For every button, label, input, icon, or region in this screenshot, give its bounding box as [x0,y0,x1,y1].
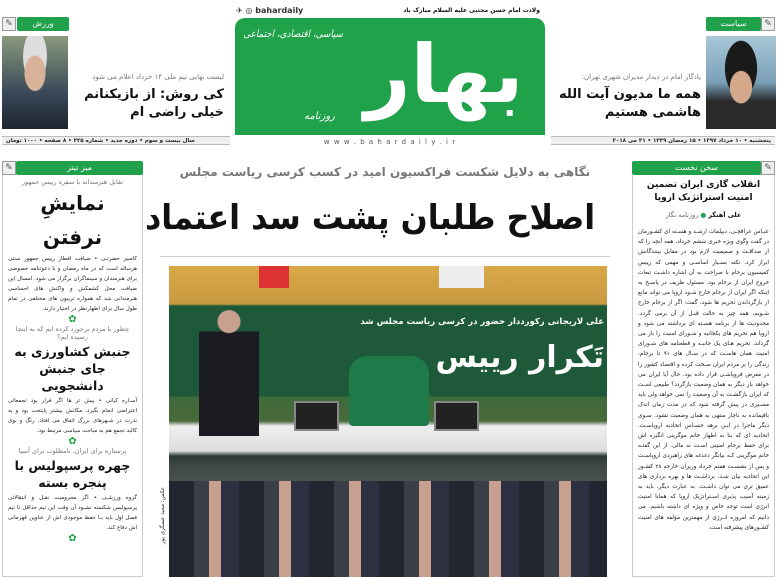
main-kicker: نگاهی به دلایل شکست فراکسیون امید در کسب کرسی ریاست مجلس [179,165,591,179]
logo: بهار [364,28,524,121]
date-bar: پنجشنبه • ۱۰ خرداد ۱۳۹۷ • ۱۵ رمضان ۱۴۳۹ • ۳۱ می ۲۰۱۸ [551,136,775,145]
story-kicker: تقابل هنرمندانه با سفره رییس جمهور [21,178,124,186]
standing-man [199,306,259,436]
story-kicker: چطور با مردم برخورد کرده ایم که به اینجا رسیده ایم؟ [15,325,130,341]
instagram-icon: ◎ [245,6,253,15]
story-headline[interactable]: چهره پرسپولیس با پنجره بسته [14,458,131,490]
story-body: آسـاره کیانی • پیش تر ها اگر قرار بود تجمعاتی اعتراضی انجام بگیرد، مکانش بیشتر پایتخت بود و به ندرت در شـهرهای بزرگ اتفاق می افتاد. رنگ و بوی کالبد تجمع هم به مباحث سیاسی مرتبط بود. [8,398,137,434]
right-column-tag: سخن نخست [632,161,761,175]
sport-kicker: لیست نهایی تیم ملی ۱۴ خرداد اعلام می شود [92,73,224,81]
right-column [632,175,775,577]
sport-headline: کی روش: از بازیکنانم خیلی راضی ام [84,87,224,120]
politics-photo [706,36,776,129]
story-headline[interactable]: نمایشِ نرفتن [40,191,105,249]
flag [439,266,484,288]
pen-icon: ✎ [761,17,775,31]
masthead-subtitle: سیاسی، اقتصادی، اجتماعی [243,29,343,40]
photo-kicker: علی لاریجانی رکورددار حضور در کرسی ریاست مجلس شد [360,317,604,327]
divider [160,256,610,257]
main-photo [169,266,607,577]
telegram-icon: ✈ [236,6,243,15]
author-line [638,211,769,219]
story-body: کامبیز حضرتـی • ضیافت افطار رییس جمهور سنتی هرساله است که در ماه رمضان و با دعوتنامه خصوصی برای هنرمندان و سینماگران برگزار می شود. امسال این ضیافت محل کشمکش و واکنش های احساسی هنرمندانی شد که همواره تریبون های مختلفی در تمام طول سال برای اظهارنظر در اختیار دارند. [8,256,137,312]
photo-headline[interactable]: تَکرار رییس [435,340,604,375]
pen-icon: ✎ [2,161,16,175]
logo-box [235,18,545,135]
sport-tag: ورزش [17,17,69,31]
author-name: علی آهنگر [708,211,742,219]
social-name: bahardaily [255,6,304,15]
main-headline[interactable]: اصلاح طلبان پشت سد اعتماد [145,198,596,238]
bullet-icon: ● [700,211,707,219]
politics-headline: همه ما مدیون آیت الله هاشمی هستیم [559,87,701,120]
editorial-headline[interactable]: انقلاب گازی ایران تضمین امنیت استراتژیک اروپا [646,180,761,203]
social-handle [236,6,303,15]
left-column-tag: میز تیتر [16,161,143,175]
politics-kicker: یادگار امام در دیدار مدیران شهری تهران: [581,73,701,81]
pen-icon: ✎ [761,161,775,175]
author-role: روزنامه نگار [665,211,699,219]
story-headline[interactable]: جنبش کشاورزی به جای جنبش دانشجویی [14,344,131,393]
flag [259,266,289,288]
separator-icon: ✿ [68,436,77,447]
story-body: گروه ورزشـی • اگر محرومیت نقـل و انتقالاتی پرسپولیس شکسته نشـود آن وقت این تیم حداقل تا نیم فصل اول باید بـا حفظ موجودی اش از عناوین قهرمانی اش دفاع کند. [8,495,137,531]
photo-credit: عکس: مجید عسگری پور [160,487,166,545]
politics-tag: سیاست [706,17,761,31]
issue-info-bar: سال بیست و سوم • دوره جدید • شماره ۴۲۵ • ۸ صفحه • ۱۰۰۰ تومان [2,136,230,145]
left-column [2,175,143,577]
masthead-url: w w w . b a h a r d a i l y . i r [323,138,457,146]
crowd [169,481,607,577]
sport-photo [2,36,68,129]
pen-icon: ✎ [2,17,16,31]
separator-icon: ✿ [68,314,77,325]
editorial-body: عبـاس عراقچـی، دیپلمات ارشـد و هسـته ای کشـورمان در گفت وگوی ویژه خبری ششم خرداد، همه آنچه را که از صداقـت و صمیمیت لازم بود در مقابل بینندگانش ابراز کرد. نکته بسـیار اساسـی و مهمی که رییس کمیسیون برجام با صراحت به آن اشاره داشـت تبعات خروج ایران از برجام بود. مسئول ظریف در پاسـخ به اینکه اگر ایران از برجام خارج شـود اروپا می تواند مانع از بازگرداندن تحریم ها شود، گفت: اگر از برجام خارج شـویم، همه چیز به حالت قبـل از آن برمی گردد. محدودیت ها از برنامه هسـته ای برداشته می شود و اروپا هم تحریم های یکجانبه و شـورای امنیت را باز می گرداند. تحریم هـای یک جانبـه و قطعنامه های شـورای امنیت همان هاسـت که در سـال های ۹۱ تا برجام، زندگی را بر مردم ایران سـخت کرده و اقتصاد کشور را در معرض فروپاشـی قرار داده بود. حال آیا ایران می خواهد بار دیگر به همان وضعیت بازگردد؟ طبیعی اسـت که ایران بازگشـت به آن وضعیت را نمی خواهد ولی باید مسـیری در پیش گرفته شود که در مدت زمان اندک باقیمانده به ناچار منتهی به همان وضعیت نشود. سـوی دیگر ماجرا در ایـن برهه حسـاس اتحادیه اروپاسـت. اتحادیه ای که بنا به اظهار خانم موگرینی انگیزه اش برای حفظ برجام امنیتی اسـت نه مالی. از این گفتـه خانم موگرینی کـه بیانگر دغدغه های راهبردی اروپاسـت و پس از نشسـت هفتم خرداد وزیران خارجه ۲۸ کشـور این اتحادیه بیان شـد، برداشـت ها و بهره برداری های عمیق تری می توان داشـت. به عبارت دیگر، باید به زمینه آسیب پذیری اسـتراتژیک اروپا که همانا امنیت انرژی است توجه خاص و ویژه ای داشته باشیم. می دانیم که امروزه انـرژی از مهمترین مؤلفه های امنیت کشـورهای پیشرفته است. [638,229,769,531]
separator-icon: ✿ [68,533,77,544]
monitor [434,401,479,431]
story-kicker: پرستاره برای ایران، نامطلوب برای آسیا [18,447,127,455]
masthead-top-note: ولادت امام حسن مجتبی علیه السلام مبارک باد [403,7,540,14]
logo-small: روزنامه [303,111,335,122]
monitor [294,401,339,431]
